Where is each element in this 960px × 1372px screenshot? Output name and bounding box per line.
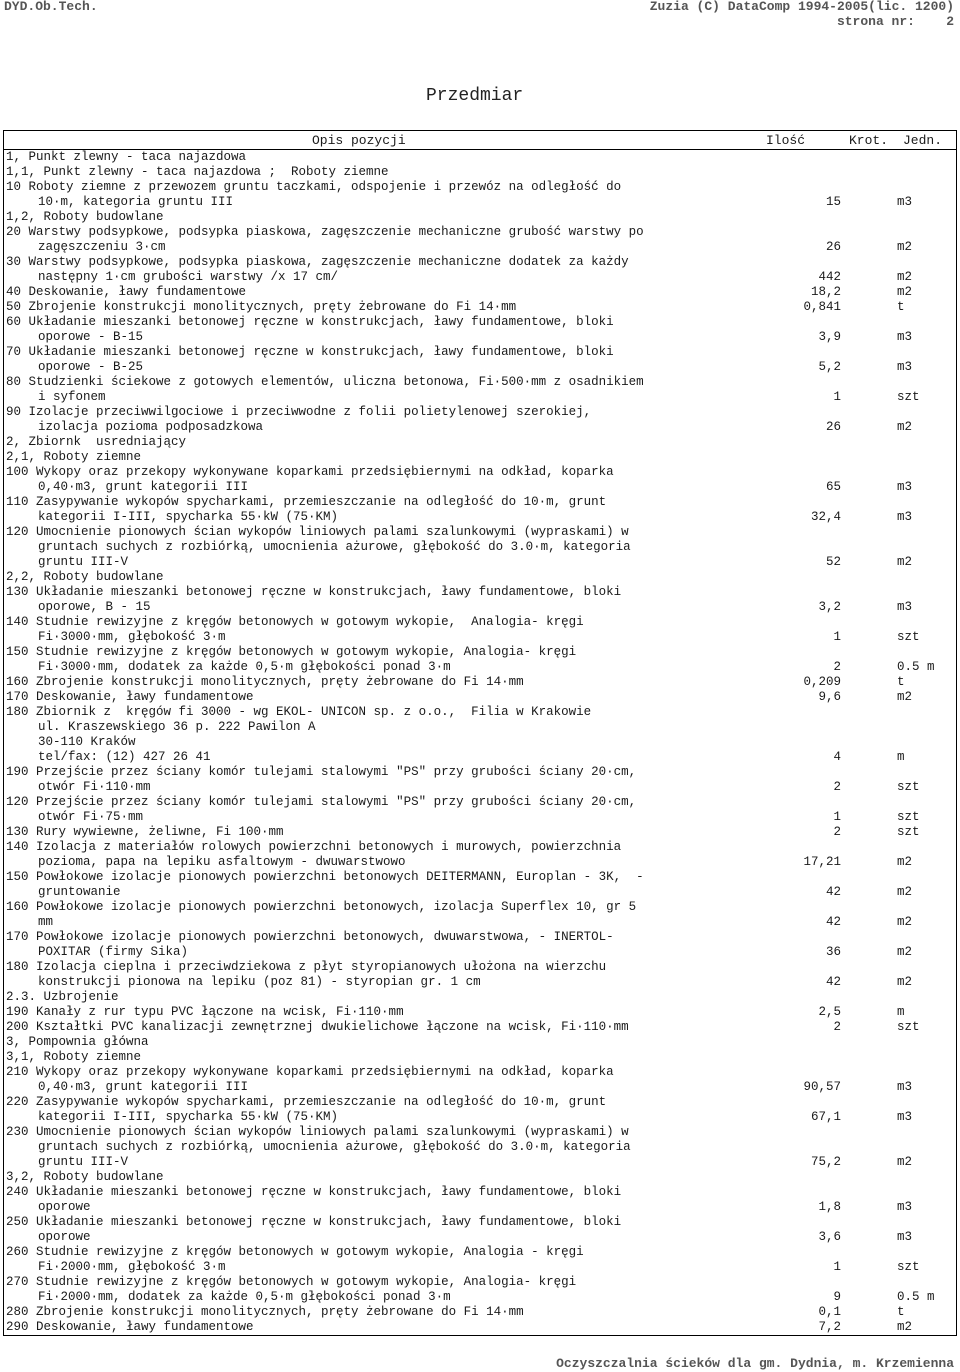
row-unit: m2 (897, 240, 913, 254)
row-unit: m2 (897, 855, 913, 869)
row-unit: m2 (897, 975, 913, 989)
row-description-line: 220 Zasypywanie wykopów spycharkami, przemieszczanie na odległość do 10·m, grunt (6, 1095, 607, 1109)
row-quantity: 15 (825, 195, 841, 209)
row-description-line: 170 Powłokowe izolacje pionowych powierzchni betonowych, dwuwarstwowa, - INERTOL- (6, 930, 614, 944)
row-description-line: 260 Studnie rewizyjne z kręgów betonowych w gotowym wykopie, Analogia - kręgi (6, 1245, 584, 1259)
row-description-line: 120 Umocnienie pionowych ścian wykopów liniowych palami szalunkowymi (wypraskami) w (6, 525, 629, 539)
row-description-line: kategorii I-III, spycharka 55·kW (75·KM) (38, 510, 339, 524)
row-description-line: 2, Zbiornk usredniający (6, 435, 187, 449)
table-row (4, 1305, 956, 1320)
row-description-line: gruntu III-V (38, 1155, 129, 1169)
table-row (4, 1185, 956, 1215)
table-header (4, 131, 956, 150)
row-description-line: 180 Izolacja cieplna i przeciwdziekowa z płyt styropianowych ułożona na wierzchu (6, 960, 607, 974)
row-description-line: 290 Deskowanie, ławy fundamentowe (6, 1320, 254, 1334)
column-header-krot: Krot. (849, 133, 889, 148)
row-unit: szt (897, 810, 920, 824)
row-quantity: 1,8 (818, 1200, 841, 1214)
page-label: strona nr: (836, 14, 915, 29)
header-software-label: Zuzia (C) DataComp 1994-2005(lic. 1200) (649, 0, 954, 14)
table-row (4, 300, 956, 315)
row-description-line: 160 Zbrojenie konstrukcji monolitycznych, pręty żebrowane do Fi 14·mm (6, 675, 524, 689)
row-unit: m2 (897, 270, 913, 284)
row-description-line: 30-110 Kraków (38, 735, 136, 749)
row-quantity: 26 (825, 240, 841, 254)
row-unit: m2 (897, 285, 913, 299)
row-unit: m2 (897, 915, 913, 929)
table-row (4, 675, 956, 690)
table-row (4, 690, 956, 705)
table-row (4, 285, 956, 300)
row-unit: t (897, 1305, 905, 1319)
row-description-line: gruntowanie (38, 885, 121, 899)
table-row (4, 1005, 956, 1020)
row-description-line: 210 Wykopy oraz przekopy wykonywane koparkami przedsiębiernymi na odkład, koparka (6, 1065, 614, 1079)
table-row (4, 990, 956, 1005)
row-unit: 0.5 m (897, 1290, 935, 1304)
row-quantity: 42 (825, 975, 841, 989)
row-quantity: 3,9 (818, 330, 841, 344)
row-description-line: 160 Powłokowe izolacje pionowych powierzchni betonowych, izolacja Superflex 10, gr 5 (6, 900, 637, 914)
row-description-line: 170 Deskowanie, ławy fundamentowe (6, 690, 254, 704)
row-description-line: 10 Roboty ziemne z przewozem gruntu taczkami, odspojenie i przewóz na odległość do (6, 180, 622, 194)
row-description-line: oporowe (38, 1230, 91, 1244)
row-quantity: 3,2 (818, 600, 841, 614)
row-description-line: 80 Studzienki ściekowe z gotowych elementów, uliczna betonowa, Fi·500·mm z osadnikiem (6, 375, 644, 389)
table-row (4, 405, 956, 435)
row-quantity: 65 (825, 480, 841, 494)
row-quantity: 67,1 (810, 1110, 841, 1124)
table-row (4, 1170, 956, 1185)
row-unit: m2 (897, 945, 913, 959)
row-quantity: 42 (825, 885, 841, 899)
row-description-line: 150 Studnie rewizyjne z kręgów betonowych w gotowym wykopie, Analogia- kręgi (6, 645, 577, 659)
row-quantity: 1 (833, 390, 841, 404)
row-unit: m3 (897, 600, 913, 614)
table-row (4, 900, 956, 930)
row-quantity: 36 (825, 945, 841, 959)
row-description-line: 250 Układanie mieszanki betonowej ręczne w konstrukcjach, ławy fundamentowe, bloki (6, 1215, 622, 1229)
row-description-line: oporowe, B - 15 (38, 600, 151, 614)
row-quantity: 7,2 (818, 1320, 841, 1334)
header-page-number (837, 15, 954, 29)
table-row (4, 1050, 956, 1065)
row-quantity: 2 (833, 825, 841, 839)
row-quantity: 75,2 (810, 1155, 841, 1169)
row-description-line: 2,2, Roboty budowlane (6, 570, 164, 584)
row-quantity: 5,2 (818, 360, 841, 374)
row-description-line: otwór Fi·75·mm (38, 810, 144, 824)
table-row (4, 345, 956, 375)
row-description-line: izolacja pozioma podposadzkowa (38, 420, 264, 434)
row-description-line: ul. Kraszewskiego 36 p. 222 Pawilon A (38, 720, 316, 734)
row-unit: szt (897, 630, 920, 644)
row-description-line: 90 Izolacje przeciwwilgociowe i przeciwwodne z folii polietylenowej szerokiej, (6, 405, 592, 419)
table-row (4, 525, 956, 570)
row-description-line: kategorii I-III, spycharka 55·kW (75·KM) (38, 1110, 339, 1124)
row-description-line: 200 Kształtki PVC kanalizacji zewnętrznej dwukielichowe łączone na wcisk, Fi·110·mm (6, 1020, 629, 1034)
table-row (4, 570, 956, 585)
row-unit: m2 (897, 420, 913, 434)
row-description-line: mm (38, 915, 54, 929)
row-description-line: pozioma, papa na lepiku asfaltowym - dwuwarstwowo (38, 855, 406, 869)
table-row (4, 375, 956, 405)
row-description-line: 190 Kanały z rur typu PVC łączone na wcisk, Fi·110·mm (6, 1005, 404, 1019)
row-unit: m (897, 1005, 905, 1019)
row-unit: szt (897, 825, 920, 839)
row-unit: m3 (897, 1200, 913, 1214)
table-row (4, 1245, 956, 1275)
row-unit: t (897, 675, 905, 689)
row-description-line: 190 Przejście przez ściany komór tulejami stalowymi "PS" przy grubości ściany 20·cm, (6, 765, 637, 779)
row-quantity: 0,841 (803, 300, 841, 314)
row-unit: m2 (897, 1320, 913, 1334)
table-row (4, 1065, 956, 1095)
row-description-line: 50 Zbrojenie konstrukcji monolitycznych, pręty żebrowane do Fi 14·mm (6, 300, 517, 314)
table-row (4, 1125, 956, 1170)
row-unit: m2 (897, 555, 913, 569)
table-row (4, 225, 956, 255)
row-quantity: 52 (825, 555, 841, 569)
table-row (4, 1215, 956, 1245)
row-description-line: 3, Pompownia główna (6, 1035, 149, 1049)
row-quantity: 42 (825, 915, 841, 929)
table-row (4, 765, 956, 795)
row-quantity: 3,6 (818, 1230, 841, 1244)
table-row (4, 255, 956, 285)
row-description-line: 0,40·m3, grunt kategorii III (38, 1080, 249, 1094)
row-quantity: 1 (833, 810, 841, 824)
table-row (4, 315, 956, 345)
row-quantity: 4 (833, 750, 841, 764)
table-row (4, 435, 956, 450)
row-description-line: 1,2, Roboty budowlane (6, 210, 164, 224)
row-quantity: 32,4 (810, 510, 841, 524)
row-quantity: 90,57 (803, 1080, 841, 1094)
table-row (4, 210, 956, 225)
column-header-desc: Opis pozycji (312, 133, 406, 148)
row-description-line: oporowe - B-25 (38, 360, 144, 374)
table-row (4, 1275, 956, 1305)
row-description-line: gruntach suchych z rozbiórką, umocnienia ażurowe, głębokość do 3.0·m, kategoria (38, 1140, 631, 1154)
row-description-line: 3,1, Roboty ziemne (6, 1050, 142, 1064)
table-row (4, 870, 956, 900)
row-description-line: 20 Warstwy podsypkowe, podsypka piaskowa, zagęszczenie mechaniczne grubość warstwy po (6, 225, 644, 239)
table-row (4, 615, 956, 645)
table-row (4, 150, 956, 165)
table-row (4, 180, 956, 210)
row-description-line: 140 Izolacja z materiałów rolowych powierzchni betonowych i murowych, powierzchnia (6, 840, 622, 854)
row-unit: m3 (897, 480, 913, 494)
row-description-line: konstrukcji pionowa na lepiku (poz 81) - styropian gr. 1 cm (38, 975, 481, 989)
table-row (4, 645, 956, 675)
row-description-line: oporowe (38, 1200, 91, 1214)
row-quantity: 2 (833, 660, 841, 674)
row-description-line: 60 Układanie mieszanki betonowej ręczne w konstrukcjach, ławy fundamentowe, bloki (6, 315, 614, 329)
row-quantity: 2 (833, 780, 841, 794)
row-quantity: 2,5 (818, 1005, 841, 1019)
row-quantity: 1 (833, 1260, 841, 1274)
row-quantity: 9 (833, 1290, 841, 1304)
row-description-line: 70 Układanie mieszanki betonowej ręczne w konstrukcjach, ławy fundamentowe, bloki (6, 345, 614, 359)
row-description-line: 150 Powłokowe izolacje pionowych powierzchni betonowych DEITERMANN, Europlan - 3K, - (6, 870, 644, 884)
row-quantity: 0,209 (803, 675, 841, 689)
row-unit: m3 (897, 1230, 913, 1244)
table-row (4, 1020, 956, 1035)
footer-project-name: Oczyszczalnia ścieków dla gm. Dydnia, m. Krzemienna (556, 1356, 954, 1371)
row-description-line: oporowe - B-15 (38, 330, 144, 344)
row-unit: szt (897, 1020, 920, 1034)
row-description-line: zagęszczeniu 3·cm (38, 240, 166, 254)
row-unit: m3 (897, 360, 913, 374)
row-quantity: 26 (825, 420, 841, 434)
row-description-line: otwór Fi·110·mm (38, 780, 151, 794)
row-unit: m2 (897, 1155, 913, 1169)
table-row (4, 795, 956, 825)
table-row (4, 450, 956, 465)
row-description-line: 10·m, kategoria gruntu III (38, 195, 234, 209)
column-header-qty: Ilość (766, 133, 806, 148)
row-quantity: 17,21 (803, 855, 841, 869)
row-description-line: 100 Wykopy oraz przekopy wykonywane koparkami przedsiębiernymi na odkład, koparka (6, 465, 614, 479)
row-description-line: tel/fax: (12) 427 26 41 (38, 750, 211, 764)
row-unit: szt (897, 390, 920, 404)
row-description-line: 30 Warstwy podsypkowe, podsypka piaskowa, zagęszczenie mechaniczne dodatek za każdy (6, 255, 629, 269)
row-quantity: 18,2 (810, 285, 841, 299)
row-description-line: 2.3. Uzbrojenie (6, 990, 119, 1004)
row-description-line: i syfonem (38, 390, 106, 404)
row-description-line: POXITAR (firmy Sika) (38, 945, 189, 959)
row-description-line: gruntach suchych z rozbiórką, umocnienia ażurowe, głębokość do 3.0·m, kategoria (38, 540, 631, 554)
row-description-line: 230 Umocnienie pionowych ścian wykopów liniowych palami szalunkowymi (wypraskami) w (6, 1125, 629, 1139)
row-description-line: 0,40·m3, grunt kategorii III (38, 480, 249, 494)
row-description-line: 40 Deskowanie, ławy fundamentowe (6, 285, 247, 299)
table-body (4, 150, 956, 1335)
table-row (4, 960, 956, 990)
row-unit: m3 (897, 1080, 913, 1094)
row-description-line: 140 Studnie rewizyjne z kręgów betonowych w gotowym wykopie, Analogia- kręgi (6, 615, 584, 629)
column-header-unit: Jedn. (903, 133, 943, 148)
table-row (4, 1095, 956, 1125)
row-unit: m2 (897, 690, 913, 704)
row-quantity: 1 (833, 630, 841, 644)
table-row (4, 165, 956, 180)
bill-of-quantities-table (3, 130, 957, 1336)
row-description-line: 270 Studnie rewizyjne z kręgów betonowych w gotowym wykopie, Analogia- kręgi (6, 1275, 577, 1289)
row-description-line: 120 Przejście przez ściany komór tulejami stalowymi "PS" przy grubości ściany 20·cm, (6, 795, 637, 809)
row-unit: m3 (897, 195, 913, 209)
table-row (4, 465, 956, 495)
row-description-line: 110 Zasypywanie wykopów spycharkami, przemieszczanie na odległość do 10·m, grunt (6, 495, 607, 509)
row-description-line: 130 Układanie mieszanki betonowej ręczne w konstrukcjach, ławy fundamentowe, bloki (6, 585, 622, 599)
row-description-line: Fi·2000·mm, głębokość 3·m (38, 1260, 226, 1274)
row-description-line: 130 Rury wywiewne, żeliwne, Fi 100·mm (6, 825, 284, 839)
table-row (4, 840, 956, 870)
row-description-line: Fi·2000·mm, dodatek za każde 0,5·m głębokości ponad 3·m (38, 1290, 451, 1304)
table-row (4, 705, 956, 765)
row-unit: m3 (897, 510, 913, 524)
row-unit: szt (897, 780, 920, 794)
row-unit: m (897, 750, 905, 764)
table-row (4, 495, 956, 525)
row-quantity: 0,1 (818, 1305, 841, 1319)
row-description-line: następny 1·cm grubości warstwy /x 17 cm/ (38, 270, 339, 284)
page-number: 2 (946, 14, 954, 29)
row-quantity: 2 (833, 1020, 841, 1034)
row-description-line: 240 Układanie mieszanki betonowej ręczne w konstrukcjach, ławy fundamentowe, bloki (6, 1185, 622, 1199)
row-description-line: 3,2, Roboty budowlane (6, 1170, 164, 1184)
row-description-line: Fi·3000·mm, głębokość 3·m (38, 630, 226, 644)
table-row (4, 585, 956, 615)
row-unit: 0.5 m (897, 660, 935, 674)
row-description-line: 1, Punkt zlewny - taca najazdowa (6, 150, 247, 164)
row-description-line: 180 Zbiornik z kręgów fi 3000 - wg EKOL- UNICON sp. z o.o., Filia w Krakowie (6, 705, 592, 719)
row-unit: szt (897, 1260, 920, 1274)
table-row (4, 930, 956, 960)
row-quantity: 442 (818, 270, 841, 284)
row-description-line: Fi·3000·mm, dodatek za każde 0,5·m głębokości ponad 3·m (38, 660, 451, 674)
row-description-line: 2,1, Roboty ziemne (6, 450, 142, 464)
row-description-line: 280 Zbrojenie konstrukcji monolitycznych, pręty żebrowane do Fi 14·mm (6, 1305, 524, 1319)
row-quantity: 9,6 (818, 690, 841, 704)
row-unit: m3 (897, 330, 913, 344)
row-description-line: gruntu III-V (38, 555, 129, 569)
table-row (4, 825, 956, 840)
row-unit: m2 (897, 885, 913, 899)
page-title: Przedmiar (426, 86, 524, 106)
table-row (4, 1320, 956, 1335)
row-unit: m3 (897, 1110, 913, 1124)
row-description-line: 1,1, Punkt zlewny - taca najazdowa ; Roboty ziemne (6, 165, 389, 179)
row-unit: t (897, 300, 905, 314)
table-row (4, 1035, 956, 1050)
header-left-label: DYD.Ob.Tech. (4, 0, 98, 14)
